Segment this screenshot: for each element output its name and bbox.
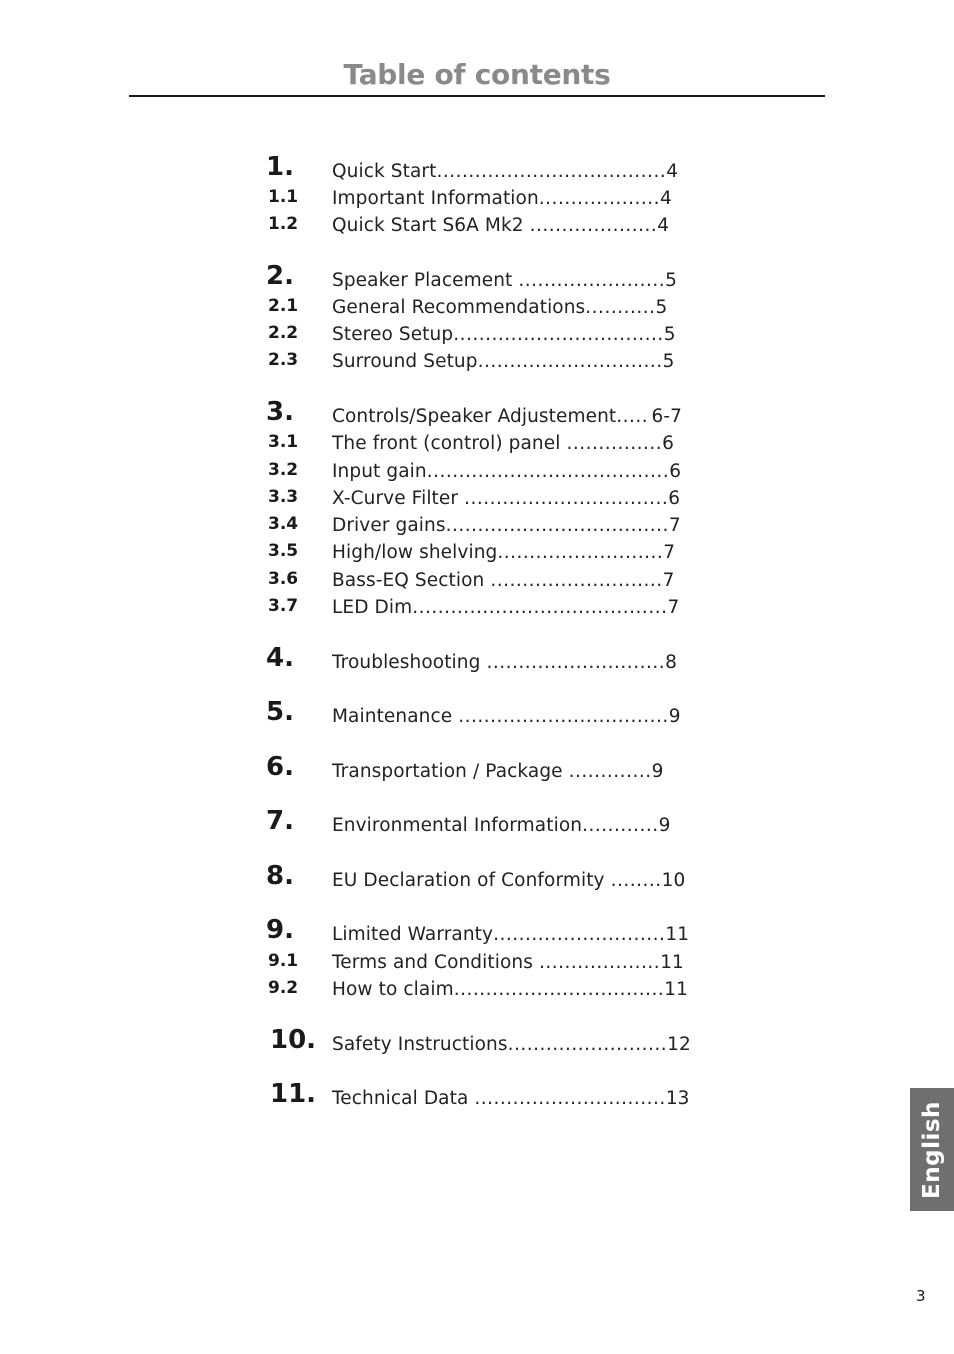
entry-page: 6 xyxy=(662,433,675,454)
toc-entry-line xyxy=(332,188,672,209)
section-number: 3. xyxy=(266,397,294,427)
toc-entry[interactable] xyxy=(266,643,686,673)
dot-leader: ........... xyxy=(585,297,656,318)
entry-page: 9 xyxy=(668,706,681,727)
toc-entry[interactable] xyxy=(266,565,686,591)
toc-entry-line xyxy=(332,597,680,618)
dot-leader: ................................. xyxy=(458,706,669,727)
entry-page: 12 xyxy=(667,1034,691,1055)
toc-entry[interactable] xyxy=(266,183,686,209)
entry-page: 11 xyxy=(664,979,689,1000)
dot-leader: ........................... xyxy=(493,924,666,945)
entry-title: Terms and Conditions xyxy=(332,952,539,973)
toc-entry-line xyxy=(332,1034,691,1055)
toc-entry-line xyxy=(332,952,684,973)
toc-entry-line xyxy=(332,542,676,563)
entry-title: X-Curve Filter xyxy=(332,488,465,509)
dot-leader: ................................. xyxy=(453,324,664,345)
toc-entry[interactable] xyxy=(266,752,686,782)
toc-entry[interactable] xyxy=(266,292,686,318)
entry-title: The front (control) panel xyxy=(332,433,567,454)
toc-entry[interactable] xyxy=(266,483,686,509)
entry-page: 7 xyxy=(668,515,681,536)
subsection-number: 3.2 xyxy=(268,460,299,480)
subsection-number: 3.3 xyxy=(268,487,299,507)
entry-title: EU Declaration of Conformity xyxy=(332,870,611,891)
page-number: 3 xyxy=(916,1287,926,1305)
toc-entry[interactable] xyxy=(266,397,686,427)
entry-page: 4 xyxy=(660,188,672,209)
subsection-number: 3.7 xyxy=(268,596,299,616)
toc-entry-line xyxy=(332,161,679,182)
dot-leader: ................................. xyxy=(453,979,665,1000)
entry-title: Troubleshooting xyxy=(332,652,487,673)
entry-title: How to claim xyxy=(332,979,454,1000)
entry-page: 9 xyxy=(651,761,664,782)
toc-entry-line xyxy=(332,1088,690,1109)
entry-title: Transportation / Package xyxy=(332,761,569,782)
toc-entry[interactable] xyxy=(266,428,686,454)
entry-page: 5 xyxy=(655,297,668,318)
entry-page: 13 xyxy=(665,1088,690,1109)
entry-page: 10 xyxy=(661,870,686,891)
section-number: 4. xyxy=(266,643,294,673)
toc-entry[interactable] xyxy=(266,537,686,563)
subsection-number: 1.1 xyxy=(268,187,299,207)
dot-leader: ................... xyxy=(538,952,661,973)
toc-entry-line xyxy=(332,979,689,1000)
toc-entry-line xyxy=(332,351,675,372)
dot-leader: .................................... xyxy=(436,161,667,182)
entry-page: 5 xyxy=(665,270,678,291)
entry-title: Bass-EQ Section xyxy=(332,570,491,591)
entry-page: 8 xyxy=(665,652,677,673)
toc-entry-line xyxy=(332,570,675,591)
entry-page: 7 xyxy=(662,570,675,591)
toc-entry-line xyxy=(332,297,668,318)
toc-entry[interactable] xyxy=(266,510,686,536)
dot-leader: ................................ xyxy=(464,488,669,509)
dot-leader: ......................... xyxy=(507,1034,668,1055)
entry-page: 5 xyxy=(662,351,675,372)
subsection-number: 2.1 xyxy=(268,296,299,316)
toc-entry-line xyxy=(332,461,682,482)
entry-page: 7 xyxy=(663,542,676,563)
dot-leader: .................... xyxy=(529,215,658,236)
section-number: 7. xyxy=(266,806,294,836)
entry-page: 6 xyxy=(669,461,682,482)
subsection-number: 1.2 xyxy=(268,214,299,234)
toc-entry-line xyxy=(332,706,681,727)
toc-entry[interactable] xyxy=(266,346,686,372)
dot-leader: .............................. xyxy=(474,1088,666,1109)
entry-page: 11 xyxy=(665,924,690,945)
toc-entry[interactable] xyxy=(266,261,686,291)
entry-title: Controls/Speaker Adjustement xyxy=(332,406,617,427)
toc-entry-line xyxy=(332,515,681,536)
toc-entry[interactable] xyxy=(266,697,686,727)
entry-title: Environmental Information xyxy=(332,815,583,836)
entry-title: Stereo Setup xyxy=(332,324,454,345)
subsection-number: 3.6 xyxy=(268,569,299,589)
section-number: 2. xyxy=(266,261,294,291)
toc-entry-line xyxy=(332,406,682,427)
page-title: Table of contents xyxy=(343,58,611,91)
toc-entry[interactable] xyxy=(266,592,686,618)
toc-entry-line xyxy=(332,324,676,345)
dot-leader: ............... xyxy=(566,433,663,454)
toc-entry-line xyxy=(332,870,686,891)
language-tab xyxy=(910,1088,954,1211)
dot-leader: ........................................ xyxy=(412,597,668,618)
toc-entry[interactable] xyxy=(266,210,686,236)
dot-leader: ............................ xyxy=(486,652,666,673)
toc-entry[interactable] xyxy=(266,1025,691,1055)
entry-title: Speaker Placement xyxy=(332,270,519,291)
toc-entry-line xyxy=(332,488,681,509)
section-number: 1. xyxy=(266,152,294,182)
toc-entry[interactable] xyxy=(266,456,686,482)
toc-entry[interactable] xyxy=(266,947,686,973)
subsection-number: 9.2 xyxy=(268,978,299,998)
toc-entry[interactable] xyxy=(266,806,686,836)
dot-leader: ....................... xyxy=(518,270,666,291)
entry-title: LED Dim xyxy=(332,597,413,618)
toc-entry-line xyxy=(332,652,677,673)
toc-entry-line xyxy=(332,433,675,454)
entry-page: 6-7 xyxy=(651,406,682,427)
toc-entry[interactable] xyxy=(266,152,686,182)
toc-entry[interactable] xyxy=(266,1079,690,1109)
dot-leader: ................... xyxy=(538,188,661,209)
entry-page: 4 xyxy=(657,215,670,236)
entry-title: Technical Data xyxy=(332,1088,475,1109)
language-tab-label: English xyxy=(919,1100,946,1199)
entry-title: Quick Start S6A Mk2 xyxy=(332,215,530,236)
entry-page: 5 xyxy=(663,324,676,345)
entry-page: 11 xyxy=(660,952,684,973)
section-number: 8. xyxy=(266,861,294,891)
section-number: 10. xyxy=(270,1025,317,1055)
entry-title: Important Information xyxy=(332,188,539,209)
entry-title: Input gain xyxy=(332,461,427,482)
toc-entry-line xyxy=(332,270,678,291)
entry-title: General Recommendations xyxy=(332,297,586,318)
entry-page: 7 xyxy=(667,597,680,618)
subsection-number: 9.1 xyxy=(268,951,299,971)
dot-leader: ............ xyxy=(582,815,659,836)
entry-title: Surround Setup xyxy=(332,351,478,372)
toc-entry[interactable] xyxy=(266,861,686,891)
dot-leader: ..... xyxy=(616,406,649,427)
section-number: 5. xyxy=(266,697,294,727)
entry-page: 4 xyxy=(666,161,679,182)
dot-leader: ........ xyxy=(610,870,662,891)
toc-entry[interactable] xyxy=(266,319,686,345)
entry-title: Limited Warranty xyxy=(332,924,494,945)
toc-entry[interactable] xyxy=(266,915,690,945)
subsection-number: 3.1 xyxy=(268,432,299,452)
entry-title: Driver gains xyxy=(332,515,446,536)
dot-leader: ........................... xyxy=(490,570,663,591)
dot-leader: ................................... xyxy=(445,515,669,536)
dot-leader: ............. xyxy=(568,761,652,782)
toc-entry-line xyxy=(332,215,670,236)
dot-leader: ...................................... xyxy=(426,461,670,482)
dot-leader: ............................. xyxy=(477,351,663,372)
dot-leader: .......................... xyxy=(497,542,664,563)
entry-page: 9 xyxy=(658,815,671,836)
subsection-number: 3.4 xyxy=(268,514,299,534)
entry-title: Maintenance xyxy=(332,706,459,727)
toc-entry-line xyxy=(332,924,690,945)
section-number: 11. xyxy=(270,1079,317,1109)
entry-title: Safety Instructions xyxy=(332,1034,508,1055)
subsection-number: 3.5 xyxy=(268,541,299,561)
toc-entry-line xyxy=(332,815,671,836)
subsection-number: 2.2 xyxy=(268,323,299,343)
entry-page: 6 xyxy=(668,488,681,509)
entry-title: High/low shelving xyxy=(332,542,498,563)
toc-entry-line xyxy=(332,761,662,782)
entry-title: Quick Start xyxy=(332,161,437,182)
section-number: 6. xyxy=(266,752,294,782)
subsection-number: 2.3 xyxy=(268,350,299,370)
section-number: 9. xyxy=(266,915,294,945)
toc-entry[interactable] xyxy=(266,974,689,1000)
